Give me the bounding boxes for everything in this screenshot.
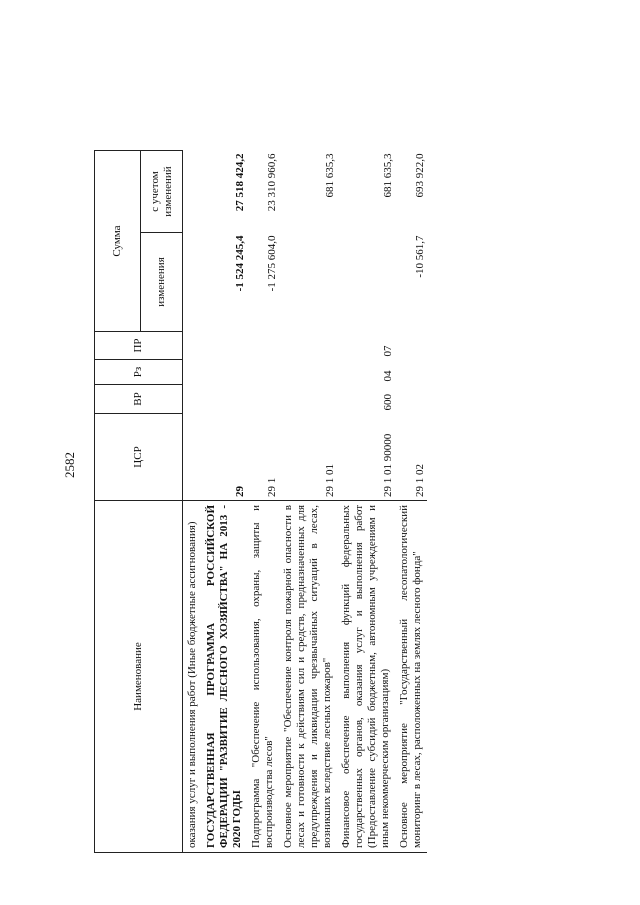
row-csr: 29 1 <box>266 477 278 497</box>
row-change <box>337 233 395 332</box>
row-change <box>183 233 203 332</box>
row-pr <box>279 332 337 360</box>
header-changes: изменения <box>141 233 183 332</box>
header-with-changes: с учетом изменений <box>141 151 183 233</box>
header-pr: ПР <box>95 332 183 360</box>
row-total: 23 310 960,6 <box>266 153 278 212</box>
header-rz: Рз <box>95 360 183 385</box>
row-pr <box>247 332 279 360</box>
row-name: оказания услуг и выполнения работ (Иные бюджетные ассигнования) <box>183 501 203 853</box>
row-total <box>183 151 203 233</box>
row-rz <box>395 360 427 385</box>
row-vr: 600 <box>382 394 394 411</box>
row-vr <box>202 385 247 414</box>
row-name: Подпрограмма "Обеспечение использования, охраны, защиты и воспроизводства лесов" <box>247 501 279 853</box>
row-csr: 29 <box>234 486 246 497</box>
row-rz <box>202 360 247 385</box>
row-csr: 29 1 02 <box>414 464 426 497</box>
row-total: 681 635,3 <box>324 153 336 198</box>
row-total: 693 922,0 <box>414 153 426 198</box>
row-csr <box>183 414 203 501</box>
row-csr: 29 1 01 <box>324 464 336 497</box>
row-rz: 04 <box>382 370 394 382</box>
row-csr: 29 1 01 90000 <box>382 433 394 497</box>
row-change <box>279 233 337 332</box>
row-change: -1 524 245,4 <box>234 235 246 292</box>
budget-table <box>94 150 427 853</box>
row-change: -10 561,7 <box>414 235 426 278</box>
header-csr: ЦСР <box>95 414 183 501</box>
header-name: Наименование <box>95 501 183 853</box>
table-row <box>183 151 203 853</box>
row-name: Основное мероприятие "Государственный лесопатологический мониторинг в лесах, расположенных на землях лесного фонда" <box>395 501 427 853</box>
row-rz <box>183 360 203 385</box>
row-vr <box>247 385 279 414</box>
row-change: -1 275 604,0 <box>266 235 278 292</box>
table-row <box>202 151 247 853</box>
row-name: Основное мероприятие "Обеспечение контроля пожарной опасности в лесах и готовности к действиям сил и средств, предназначенных для предупреждения и ликвидации чрезвычайных ситуаций в лесах, возникших вследствие лесных пожаров" <box>279 501 337 853</box>
page-number: 2582 <box>62 452 77 478</box>
row-rz <box>247 360 279 385</box>
row-pr <box>183 332 203 360</box>
row-name: Финансовое обеспечение выполнения функций федеральных государственных органов, оказания услуг и выполнения работ (Предоставление субсидий бюджетным, автономным учреждениям и иным некоммерческим организациям) <box>337 501 395 853</box>
header-vr: ВР <box>95 385 183 414</box>
row-vr <box>279 385 337 414</box>
table-row <box>279 151 337 853</box>
row-pr <box>202 332 247 360</box>
row-total: 27 518 424,2 <box>234 153 246 212</box>
row-vr <box>395 385 427 414</box>
row-vr <box>183 385 203 414</box>
table-row <box>247 151 279 853</box>
row-pr <box>395 332 427 360</box>
header-summa: Сумма <box>95 151 141 332</box>
row-name: ГОСУДАРСТВЕННАЯ ПРОГРАММА РОССИЙСКОЙ ФЕДЕРАЦИИ "РАЗВИТИЕ ЛЕСНОГО ХОЗЯЙСТВА" НА 2013 - 2020 ГОДЫ <box>202 501 247 853</box>
row-pr: 07 <box>382 345 394 357</box>
table-row <box>337 151 395 853</box>
row-total: 681 635,3 <box>382 153 394 198</box>
row-rz <box>279 360 337 385</box>
table-row <box>395 151 427 853</box>
